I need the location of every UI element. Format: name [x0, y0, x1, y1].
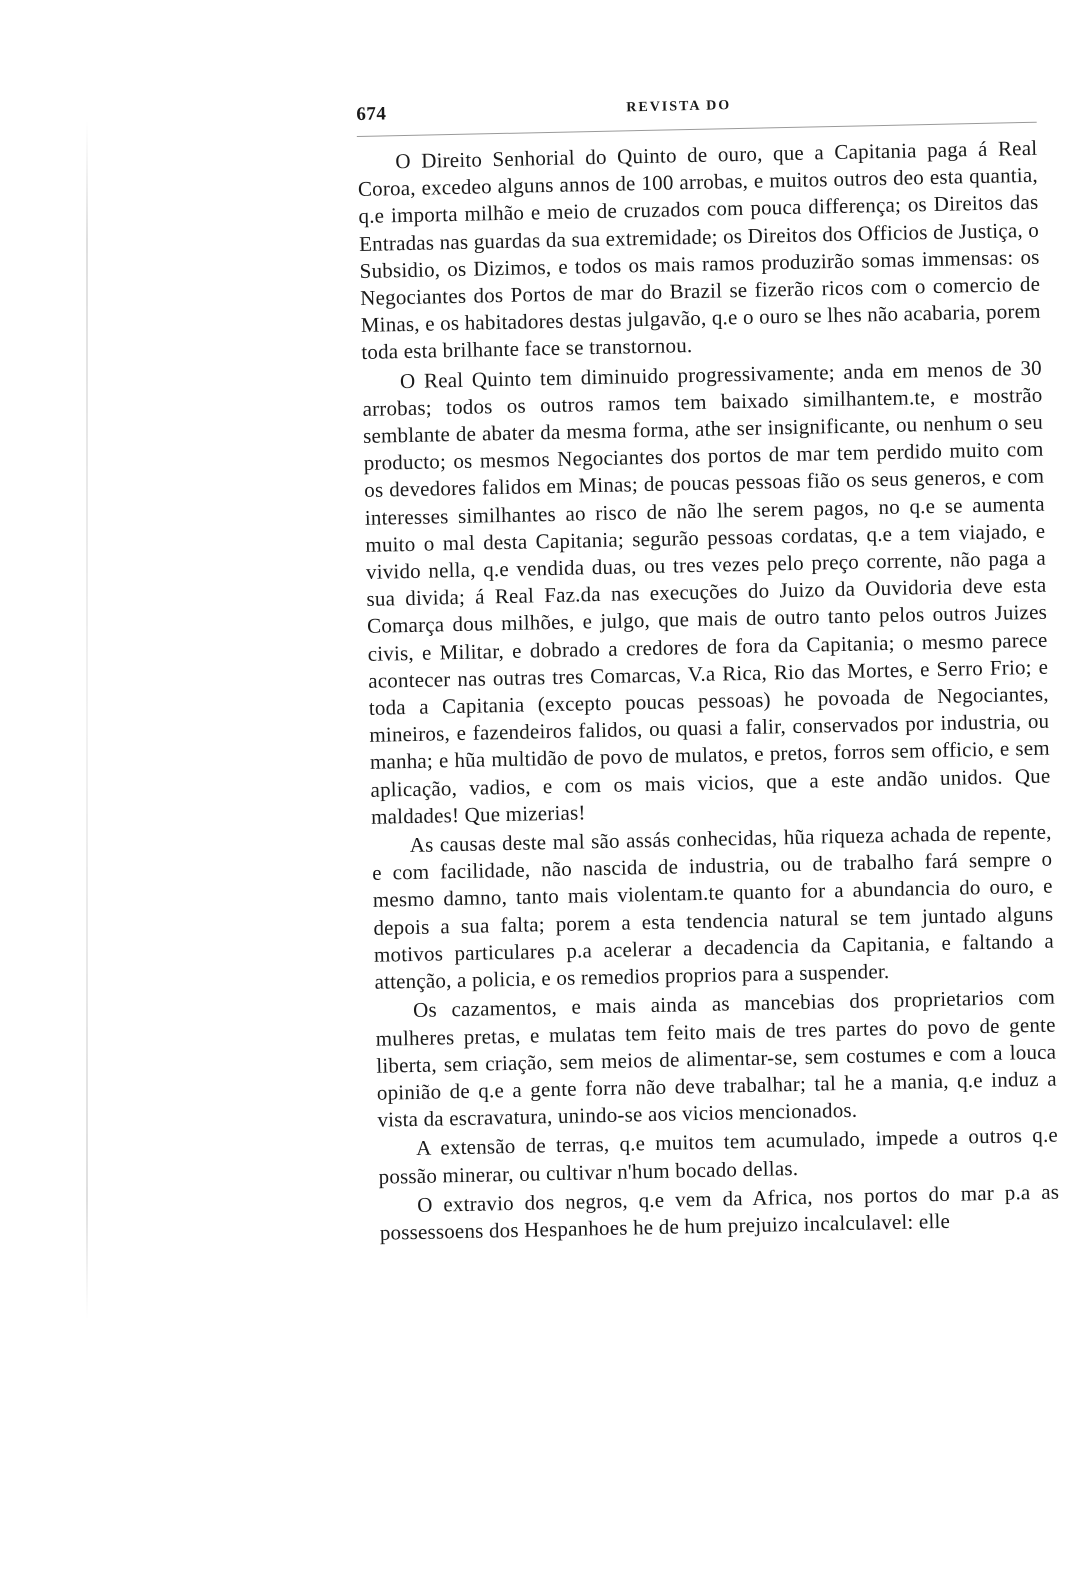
paragraph-text: O extravio dos negros, q.e vem da Africa, nos portos do mar p.a as possessoens dos Hespanhoes he de hum prejuizo incalculavel: elle [379, 1179, 1060, 1245]
paragraph-text: O Direito Senhorial do Quinto de ouro, que a Capitania paga á Real Coroa, excedeo alguns annos de 100 arrobas, e muitos outros deo esta quantia, q.e importa milhão e meio de cruzados com pouca differença; os Direitos das Entradas nas guardas da sua extremidade; os Direitos dos Officios de Justiça, o Subsidio, os Dizimos, e todos os mais ramos produzirão somas immensas: os Negociantes dos Portos de mar do Brazil se fizerão ricos com o comercio de Minas, e os habitadores destas julgavão, q.e o ouro se lhes não acabaria, porem toda esta brilhante face se transtornou. [357, 135, 1041, 365]
paragraph-text: A extensão de terras, q.e muitos tem acumulado, impede a outros q.e possão minerar, ou cultivar n'hum bocado dellas. [378, 1122, 1059, 1189]
paragraph-text: Os cazamentos, e mais ainda as mancebias dos proprietarios com mulheres pretas, e mulatas tem feito mais de tres partes do povo de gente liberta, sem criação, sem meios de alimentar-se, sem costumes e com a louca opinião de q.e a gente forra não deve trabalhar; tal he a mania, q.e induz a vista da escravatura, unindo-se aos vicios mencionados. [375, 984, 1057, 1132]
page-number: 674 [356, 103, 387, 125]
book-page [356, 82, 1060, 1247]
page-header [356, 82, 1037, 137]
running-head: REVISTA DO [626, 98, 732, 116]
paragraph [375, 984, 1058, 1134]
scan-edge-shadow [86, 120, 88, 1320]
paragraph [371, 819, 1054, 996]
paragraph [379, 1178, 1060, 1247]
body-text [357, 135, 1060, 1247]
paragraph [362, 354, 1052, 831]
paragraph-text: O Real Quinto tem diminuido progressivamente; anda em menos de 30 arrobas; todos os outros ramos tem baixado similhantem.te, e mostrão semblante de abater da mesma forma, athe ser insignificante, ou nenhum o seu producto; os mesmos Negociantes dos portos de mar tem perdido muito com os devedores falidos em Minas; de poucas pessoas fião os seus generos, e com interesses similhantes ao risco de não lhe serem pagos, no q.e se aumenta muito o mal desta Capitania; segurão pessoas cordatas, q.e a tem viajado, e vivido nella, q.e vendida duas, ou tres vezes pelo preço corrente, não paga a sua divida; á Real Faz.da nas execuções do Juizo da Ouvidoria deve esta Comarça dous milhões, e julgo, que mais de outro tanto pelos outros Juizes civis, e Militar, e dobrado a credores de fora da Capitania; o mesmo parece acontecer nas outras tres Comarcas, V.a Rica, Rio das Mortes, e Serro Frio; e toda a Capitania (excepto poucas pessoas) he povoada de Negociantes, mineiros, e fazendeiros falidos, ou quasi a falir, conservados por industria, ou manha; e hũa multidão de povo de mulatos, e pretos, forros sem officio, e sem aplicação, vadios, e com os mais vicios, que a este andão unidos. Que maldades! Que mizerias! [362, 355, 1051, 829]
paragraph-text: As causas deste mal são assás conhecidas, hũa riqueza achada de repente, e com facilidade, não nascida de industria, ou de trabalho fará sempre o mesmo damno, tanto mais violentam.te quanto for a abundancia do ouro, e depois a sua falta; porem a esta tendencia natural se tem juntado alguns motivos particulares p.a acelerar a decadencia da Capitania, e faltando a attenção, a policia, e os remedios proprios para a suspender. [372, 819, 1055, 994]
paragraph [357, 135, 1041, 367]
